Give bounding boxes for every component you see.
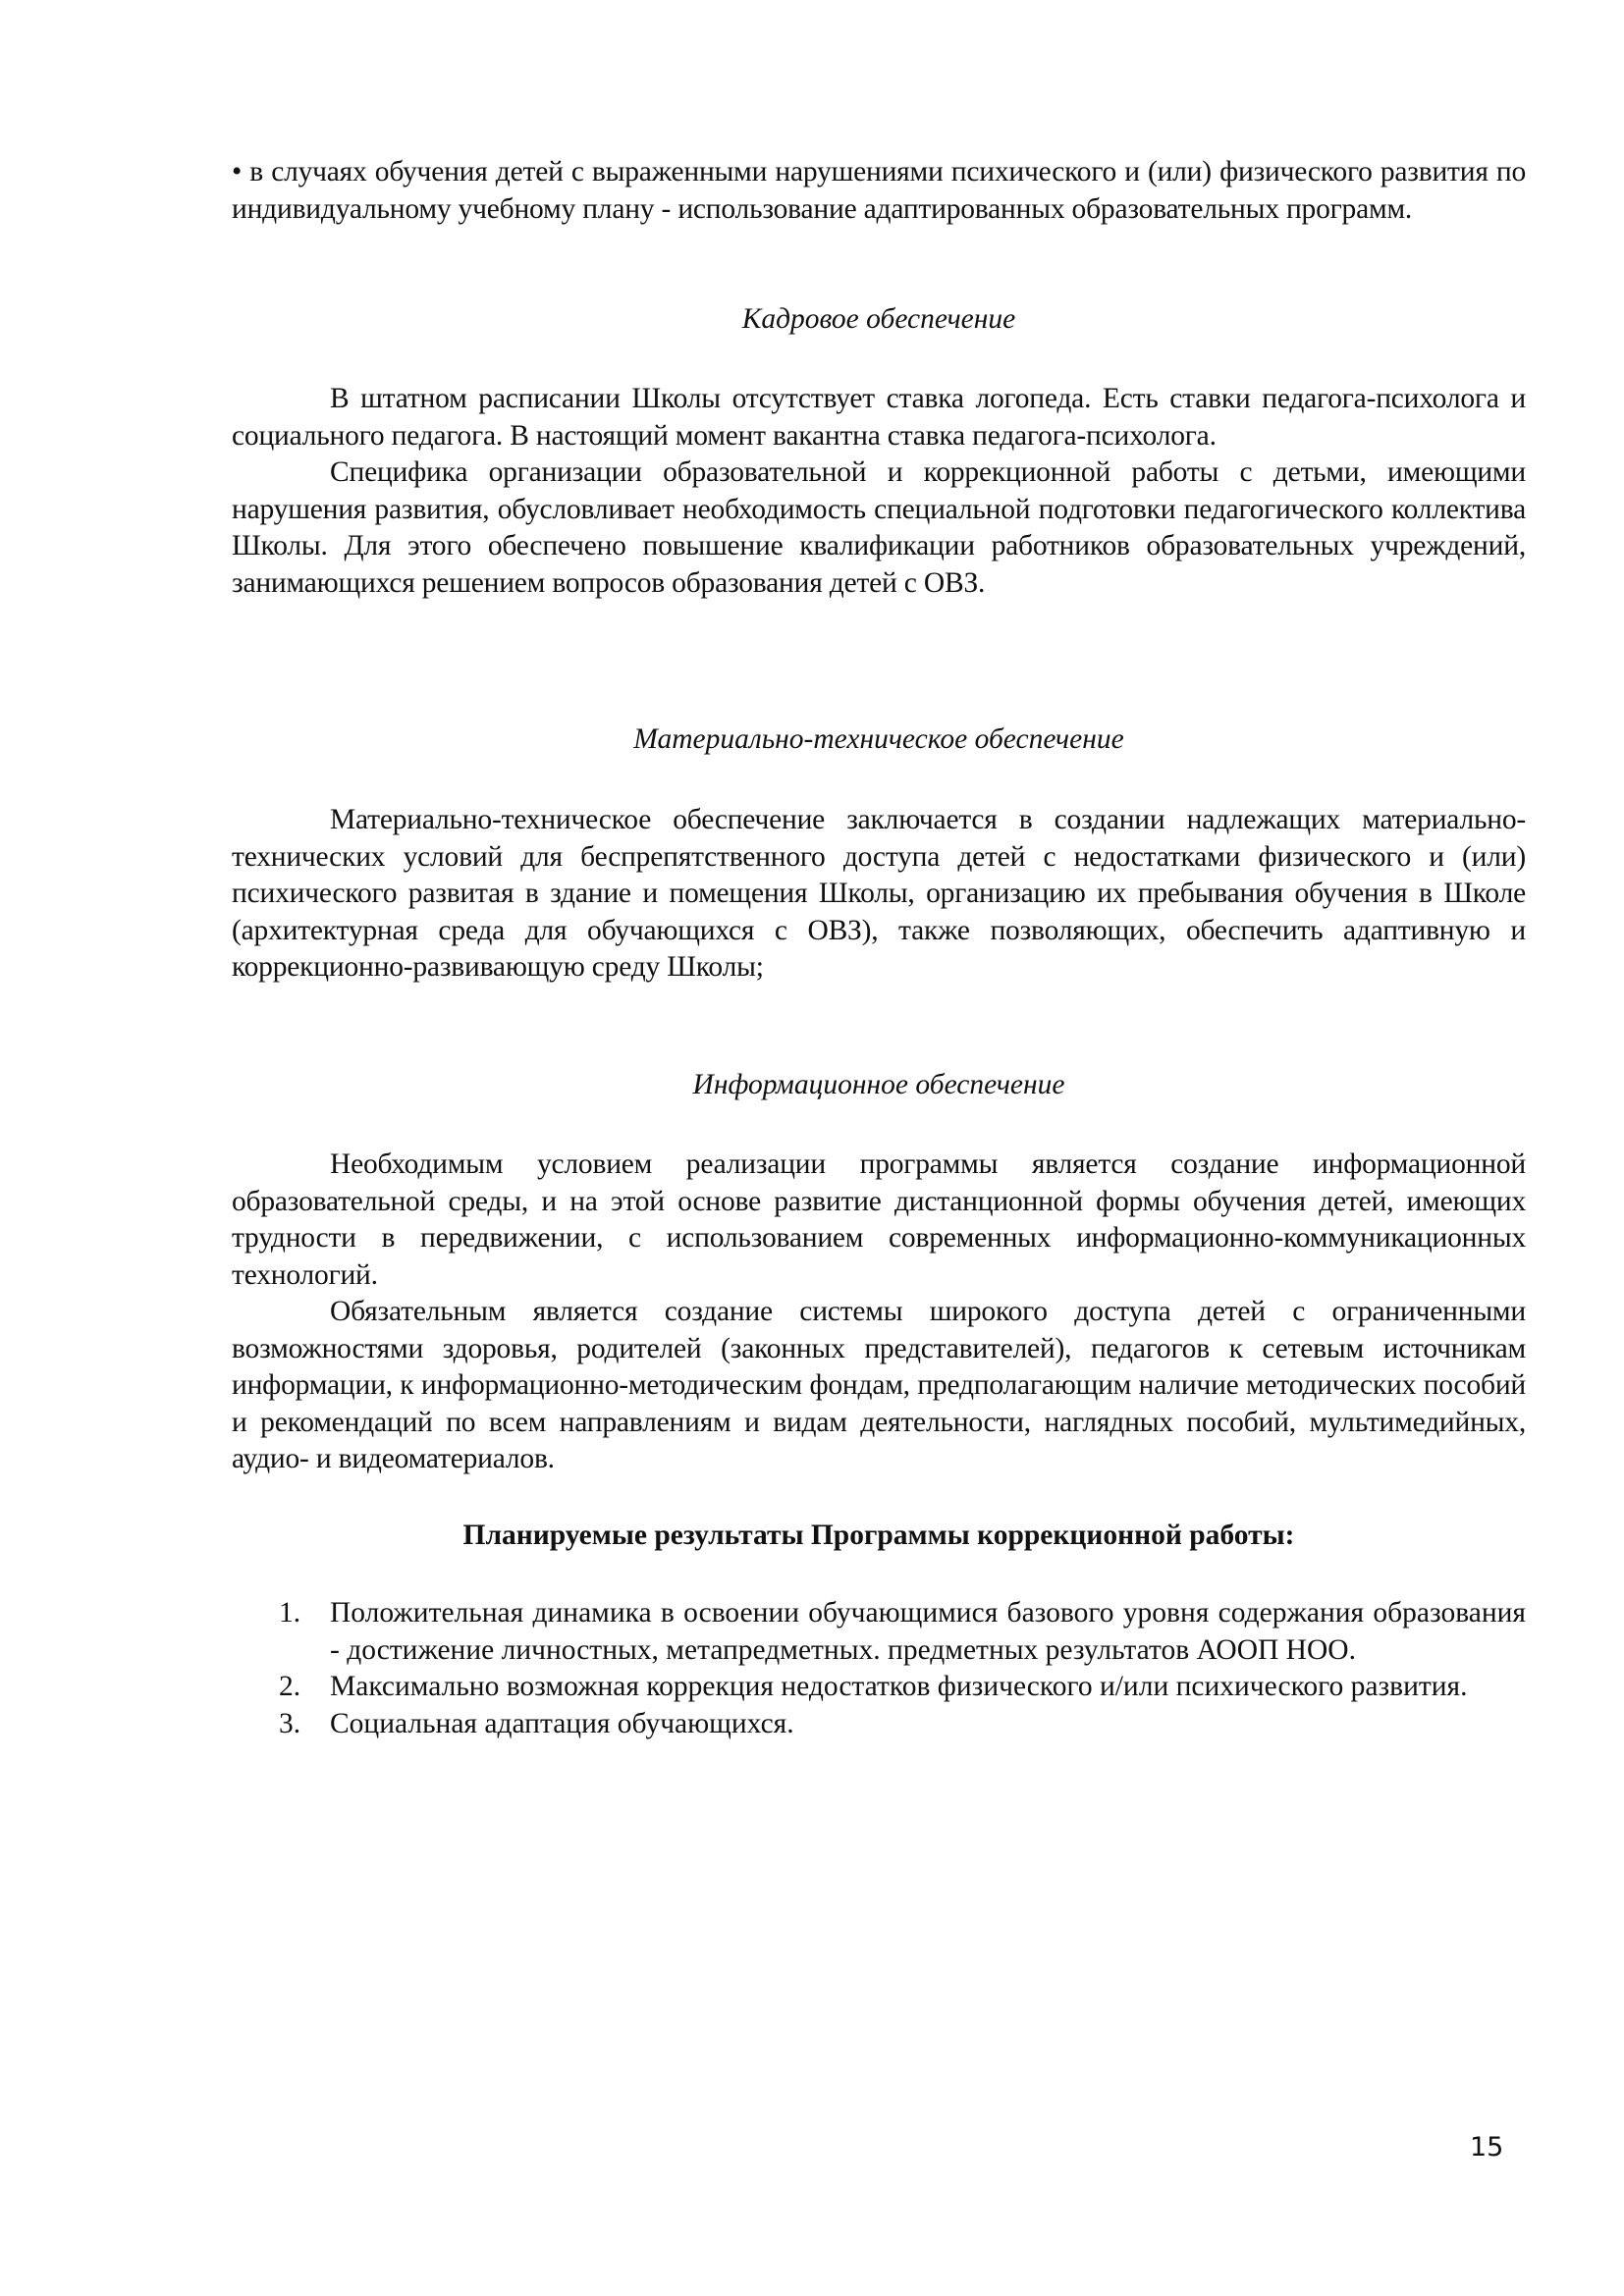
list-item (232, 1669, 1526, 1706)
paragraph: Необходимым условием реализации программы является создание информационной образовательной среды, и на этой основе развитие дистанционной формы обучения детей, имеющих трудности в передвижении, с использованием современных информационно-коммуникационных технологий. (232, 1148, 1526, 1291)
section-heading-staffing: Кадровое обеспечение (741, 303, 1016, 335)
intro-bullet-block (232, 154, 1526, 228)
section-staffing (232, 303, 1526, 336)
section-material-body (232, 802, 1526, 987)
section-heading-material: Материально-техническое обеспечение (633, 723, 1124, 755)
results-heading: Планируемые результаты Программы коррекционной работы: (462, 1520, 1295, 1551)
section-material (232, 723, 1526, 756)
results-list (232, 1595, 1526, 1742)
list-item-text: Максимально возможная коррекция недостатков физического и/или психического развития. (330, 1671, 1468, 1702)
page-number: 15 (1470, 2132, 1504, 2163)
list-item-number: 3. (279, 1707, 301, 1739)
results-list-block (232, 1595, 1526, 1742)
intro-bullet-paragraph: • в случаях обучения детей с выраженными нарушениями психического и (или) физического развития по индивидуальному учебному плану - использование адаптированных образовательных программ. (232, 156, 1526, 225)
section-staffing-body (232, 381, 1526, 602)
section-heading-information: Информационное обеспечение (692, 1069, 1065, 1100)
list-item-number: 1. (279, 1597, 301, 1629)
paragraph: Специфика организации образовательной и коррекционной работы с детьми, имеющими нарушения развития, обусловливает необходимость специальной подготовки педагогического коллектива Школы. Для этого обеспечено повышение квалификации работников образовательных учреждений, занимающихся решением вопросов образования детей с ОВЗ. (232, 456, 1526, 599)
section-information (232, 1069, 1526, 1101)
list-item-number: 2. (279, 1671, 301, 1702)
results-section (232, 1520, 1526, 1552)
list-item (232, 1706, 1526, 1743)
list-item-text: Социальная адаптация обучающихся. (330, 1707, 794, 1739)
list-item-text: Положительная динамика в освоении обучающимися базового уровня содержания образования - достижение личностных, метапредметных. предметных результатов АООП НОО. (330, 1597, 1526, 1666)
list-item (232, 1595, 1526, 1669)
section-information-body (232, 1147, 1526, 1478)
paragraph: Материально-техническое обеспечение заключается в создании надлежащих материально-технических условий для беспрепятственного доступа детей с недостатками физического и (или) психического развитая в здание и помещения Школы, организацию их пребывания обучения в Школе (архитектурная среда для обучающихся с ОВЗ), также позволяющих, обеспечить адаптивную и коррекционно-развивающую среду Школы; (232, 804, 1526, 983)
paragraph: Обязательным является создание системы широкого доступа детей с ограниченными возможностями здоровья, родителей (законных представителей), педагогов к сетевым источникам информации, к информационно-методическим фондам, предполагающим наличие методических пособий и рекомендаций по всем направлениям и видам деятельности, наглядных пособий, мультимедийных, аудио- и видеоматериалов. (232, 1296, 1526, 1474)
paragraph: В штатном расписании Школы отсутствует ставка логопеда. Есть ставки педагога-психолога и социального педагога. В настоящий момент вакантна ставка педагога-психолога. (232, 383, 1526, 452)
